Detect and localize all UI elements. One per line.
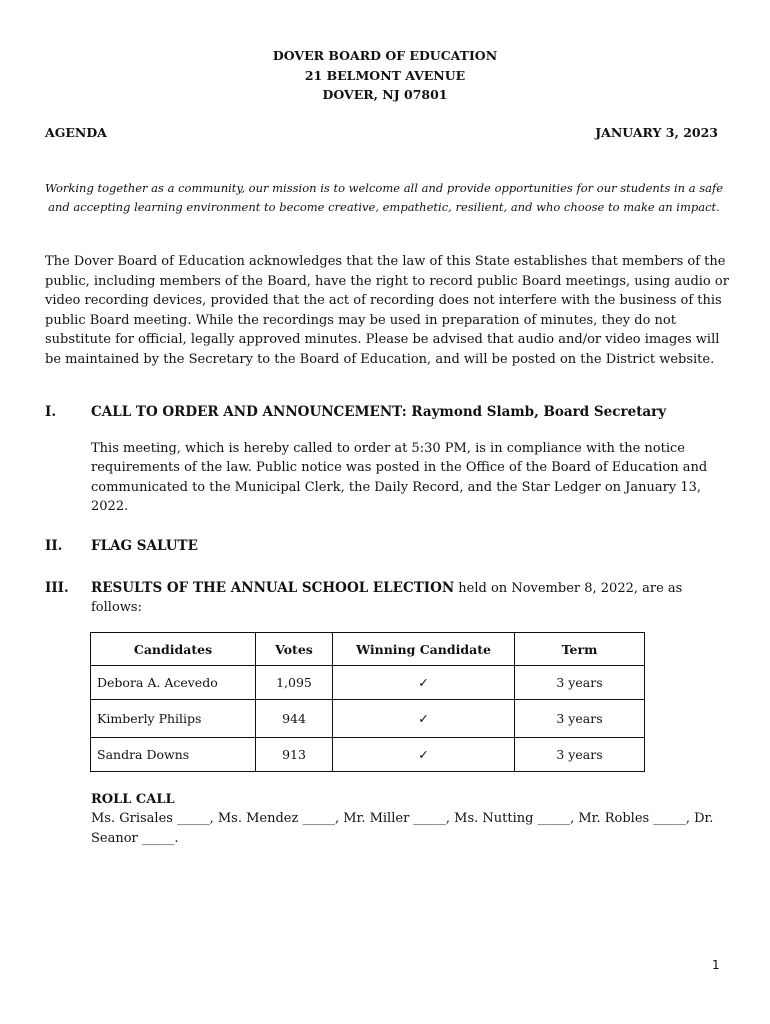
meeting-date: JANUARY 3, 2023 [595, 125, 718, 140]
table-row [91, 666, 645, 700]
table-row [91, 700, 645, 738]
section-1-title: CALL TO ORDER AND ANNOUNCEMENT: Raymond Slamb, Board Secretary [91, 404, 667, 420]
votes-cell: 913 [256, 738, 333, 772]
checkmark-icon: ✓ [333, 738, 515, 772]
table-row [91, 738, 645, 772]
candidate-name-cell: Debora A. Acevedo [91, 666, 256, 700]
section-1-body: This meeting, which is hereby called to order at 5:30 PM, is in compliance with the notice requirements of the law. Public notice was posted in the Office of the Board of Education and communicated to the Municipal Clerk, the Daily Record, and the Star Ledger on January 13, 2022. [91, 441, 708, 515]
roll-call-list: Ms. Grisales _____, Ms. Mendez _____, Mr. Miller _____, Ms. Nutting _____, Mr. Robles _____, Dr. Seanor _____. [91, 811, 714, 846]
header-board-name: DOVER BOARD OF EDUCATION [272, 48, 498, 63]
checkmark-icon: ✓ [333, 700, 515, 738]
candidate-name-cell: Kimberly Philips [91, 700, 256, 738]
header-street-address: 21 BELMONT AVENUE [304, 68, 466, 83]
page-number: 1 [712, 958, 720, 972]
section-1-number: I. [45, 404, 57, 420]
column-header-term: Term [515, 633, 645, 666]
votes-cell: 944 [256, 700, 333, 738]
table-header-row [91, 633, 645, 666]
checkmark-icon: ✓ [333, 666, 515, 700]
header-city-state: DOVER, NJ 07801 [322, 87, 448, 102]
doc-type-label: AGENDA [45, 125, 107, 140]
term-cell: 3 years [515, 738, 645, 772]
mission-statement: Working together as a community, our mission is to welcome all and provide opportunities for our students in a safe and accepting learning environment to become creative, empathetic, resilient, and who choose to make an impact. [44, 181, 724, 214]
roll-call-title: ROLL CALL [91, 792, 175, 807]
recording-notice: The Dover Board of Education acknowledges that the law of this State establishes that members of the public, including members of the Board, have the right to record public Board meetings, using audio or video recording devices, provided that the act of recording does not interfere with the business of this public Board meeting. While the recordings may be used in preparation of minutes, they do not substitute for official, legally approved minutes. Please be advised that audio and/or video images will be maintained by the Secretary to the Board of Education, and will be posted on the District website. [45, 254, 729, 367]
column-header-candidates: Candidates [91, 633, 256, 666]
section-2-number: II. [45, 538, 63, 554]
term-cell: 3 years [515, 666, 645, 700]
section-3-heading [91, 579, 711, 618]
column-header-votes: Votes [256, 633, 333, 666]
section-3-title-rest: held on November 8, 2022, are as follows: [91, 581, 683, 616]
section-3-title: RESULTS OF THE ANNUAL SCHOOL ELECTION [91, 580, 455, 596]
term-cell: 3 years [515, 700, 645, 738]
section-2-title: FLAG SALUTE [91, 538, 198, 554]
column-header-winning-candidate: Winning Candidate [333, 633, 515, 666]
votes-cell: 1,095 [256, 666, 333, 700]
section-3-number: III. [45, 580, 69, 596]
election-results-table [90, 632, 645, 772]
candidate-name-cell: Sandra Downs [91, 738, 256, 772]
